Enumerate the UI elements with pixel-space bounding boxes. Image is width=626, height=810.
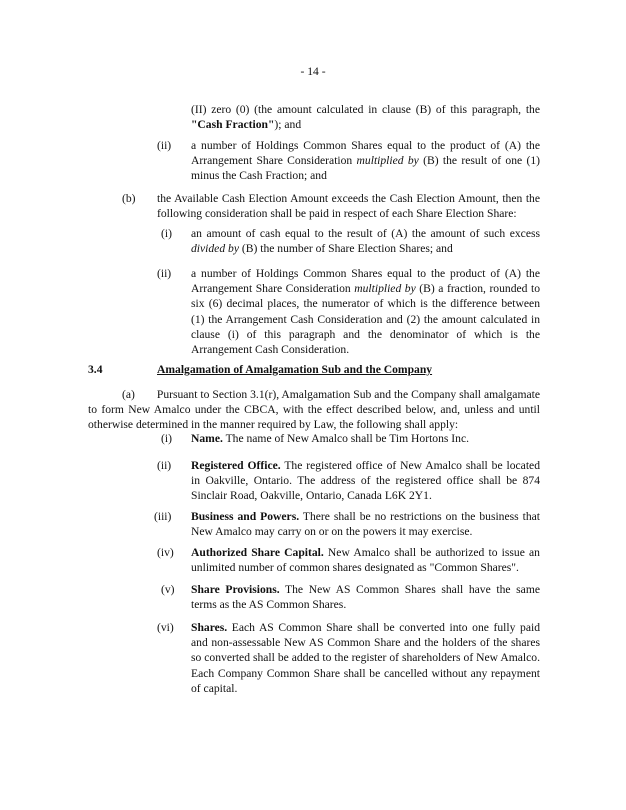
section-item-v-title: Share Provisions. [191,583,280,596]
page-number: - 14 - [300,65,326,78]
clause-II-paragraph [191,102,540,132]
item-b-ii-text-end: (B) a fraction, rounded to six (6) decimal places, the numerator of which is the difference between (1) the Arrangement Cash Consideration and (2) the amount calculated in clause (i) of this paragraph and the denominator of which is the Arrangement Cash Consideration. [191,282,540,357]
section-item-v-label: (v) [161,583,175,596]
section-item-vi-label: (vi) [157,621,174,634]
section-number: 3.4 [88,363,103,376]
section-item-iv-paragraph [191,545,540,575]
section-item-vi-text: Each AS Common Share shall be converted into one fully paid and non-assessable New AS Common Share and the holders of the shares so converted shall be added to the register of shareholders of New Amalco. Each Company Common Share shall be cancelled without any repayment of capital. [191,621,540,695]
section-item-ii-paragraph [191,458,540,504]
item-b-i-paragraph [191,226,540,256]
section-item-iv-text: New Amalco shall be authorized to issue an unlimited number of common shares designated as "Common Shares". [191,546,540,575]
item-b-ii-text: a number of Holdings Common Shares equal to the product of (A) the Arrangement Share Consideration [191,267,540,296]
section-item-iii-text: There shall be no restrictions on the business that New Amalco may carry on or on the powers it may exercise. [191,510,540,539]
section-item-ii-text: The registered office of New Amalco shall be located in Oakville, Ontario. The address of the registered office shall be 874 Sinclair Road, Oakville, Ontario, Canada L6K 2Y1. [191,459,540,503]
item-ii-italic: multiplied by [356,154,419,168]
clause-II-text: (II) zero (0) (the amount calculated in clause (B) of this paragraph, the [191,103,540,116]
item-ii-label: (ii) [157,139,172,152]
section-item-i-paragraph [191,431,540,446]
section-item-iv-label: (iv) [157,546,174,559]
section-item-i-text: The name of New Amalco shall be Tim Hortons Inc. [222,432,469,445]
section-a-text: Pursuant to Section 3.1(r), Amalgamation Sub and the Company shall amalgamate to form New Amalco under the CBCA, with the effect described below, and, unless and until otherwise determined in the manner required by Law, the following shall apply: [88,388,540,432]
item-b-i-text-end: (B) the number of Share Election Shares; and [238,242,453,256]
item-b-ii-italic: multiplied by [354,282,416,296]
item-b-i-italic: divided by [191,242,239,256]
clause-II-text-end: ); and [274,118,302,132]
item-b-paragraph: the Available Cash Election Amount exceeds the Cash Election Amount, then the following consideration shall be paid in respect of each Share Election Share: [157,192,540,221]
item-b-ii-paragraph [191,266,540,357]
section-item-v-paragraph [191,582,540,612]
section-item-iii-paragraph [191,509,540,539]
section-item-ii-label: (ii) [157,459,172,472]
section-item-vi-title: Shares. [191,621,228,634]
item-b-i-text: an amount of cash equal to the result of (A) the amount of such excess [191,227,540,240]
section-item-iii-title: Business and Powers. [191,510,300,523]
section-item-iv-title: Authorized Share Capital. [191,546,324,559]
section-item-ii-title: Registered Office. [191,459,281,472]
item-ii-text: a number of Holdings Common Shares equal to the product of (A) the Arrangement Share Consideration [191,139,540,168]
section-item-i-label: (i) [161,432,172,445]
item-b-ii-label: (ii) [157,267,172,280]
section-item-vi-paragraph [191,620,540,696]
item-b-i-label: (i) [161,227,172,240]
section-item-i-title: Name. [191,432,223,445]
section-a-label: (a) [122,388,135,401]
section-a-paragraph [88,387,540,433]
item-ii-paragraph [191,138,540,184]
section-item-iii-label: (iii) [154,510,172,523]
item-ii-text-end: (B) the result of one (1) minus the Cash Fraction; and [191,154,540,183]
cash-fraction-term: "Cash Fraction" [191,118,275,132]
section-title: Amalgamation of Amalgamation Sub and the Company [157,363,433,376]
item-b-label: (b) [122,192,136,205]
section-item-v-text: The New AS Common Shares shall have the same terms as the AS Common Shares. [191,583,540,612]
